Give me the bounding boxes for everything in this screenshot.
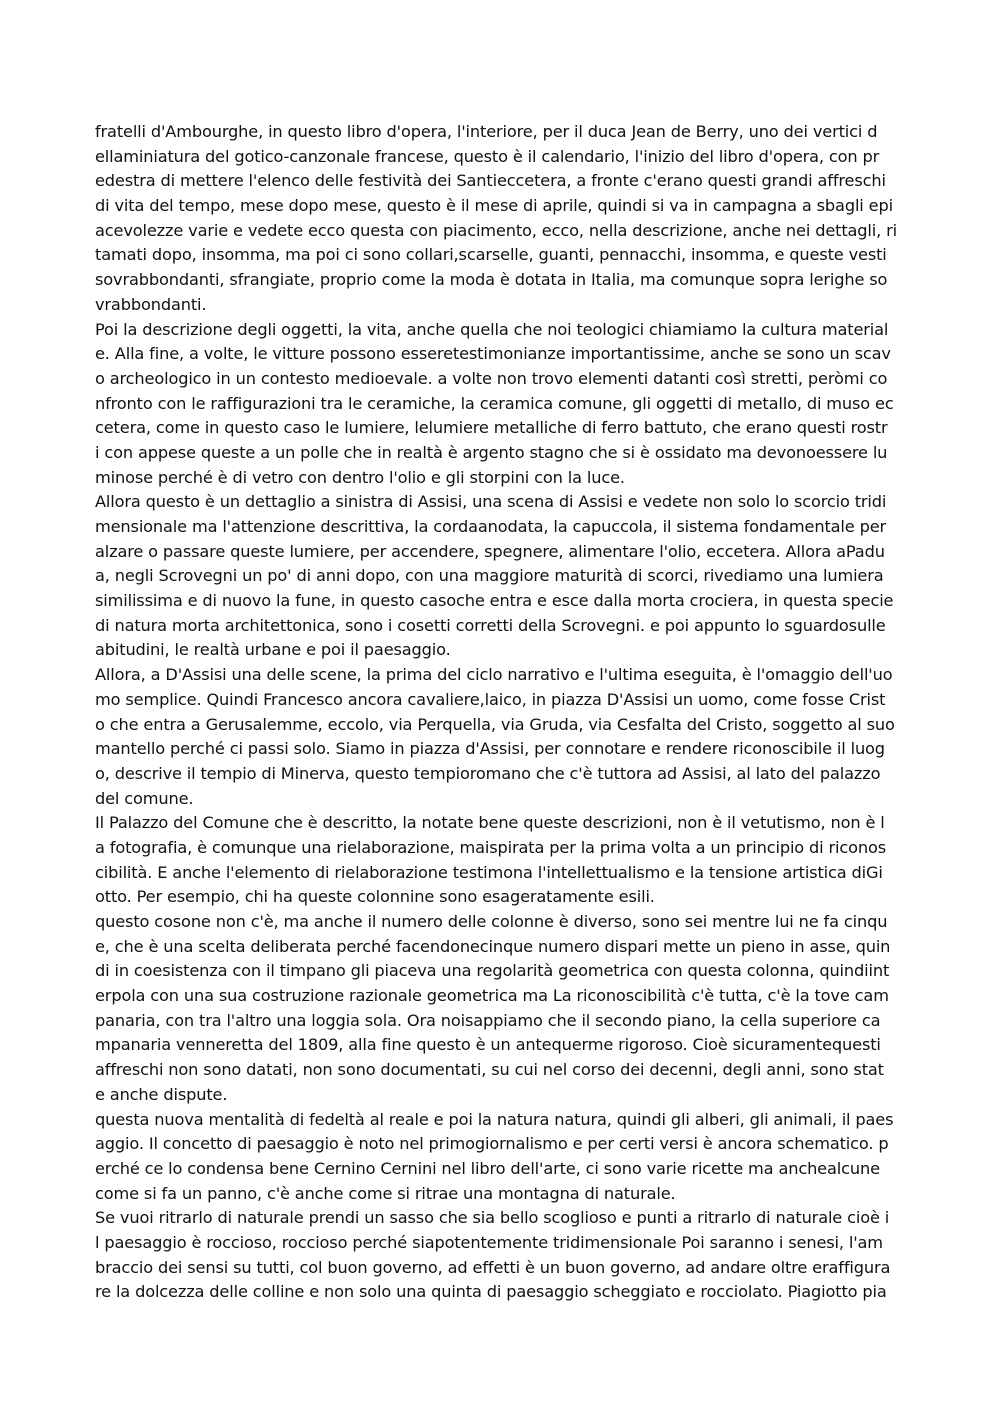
paragraph-8 [95,1206,910,1305]
text-line: tamati dopo, insomma, ma poi ci sono collari,scarselle, guanti, pennacchi, insomma, e queste vesti [95,245,887,265]
text-line: e, che è una scelta deliberata perché facendonecinque numero dispari mette un pieno in asse, quin [95,936,891,956]
text-line: questo cosone non c'è, ma anche il numero delle colonne è diverso, sono sei mentre lui ne fa cinqu [95,912,888,931]
paragraph-7 [95,1108,910,1207]
text-line: Il Palazzo del Comune che è descritto, la notate bene queste descrizioni, non è il vetutismo, non è l [95,813,885,833]
text-line: cibilità. E anche l'elemento di rielaborazione testimona l'intellettualismo e la tensione artistica diGi [95,862,883,882]
text-line: affreschi non sono datati, non sono documentati, su cui nel corso dei decenni, degli anni, sono stat [95,1060,884,1080]
text-line: a fotografia, è comunque una rielaborazione, maispirata per la prima volta a un principio di riconos [95,837,887,857]
text-line: re la dolcezza delle colline e non solo una quinta di paesaggio scheggiato e rocciolato. Piagiotto pia [95,1282,887,1302]
paragraph-2 [95,318,910,491]
text-line: acevolezze varie e vedete ecco questa con piacimento, ecco, nella descrizione, anche nei dettagli, ri [95,220,897,240]
text-line: l paesaggio è roccioso, roccioso perché siapotentemente tridimensionale Poi saranno i senesi, l'am [95,1232,883,1252]
text-line: panaria, con tra l'altro una loggia sola. Ora noisappiamo che il secondo piano, la cella superiore ca [95,1010,881,1030]
text-line: come si fa un panno, c'è anche come si ritrae una montagna di naturale. [95,1183,676,1203]
text-line: erché ce lo condensa bene Cernino Cernini nel libro dell'arte, ci sono varie ricette ma anchealcune [95,1158,880,1178]
text-line: Se vuoi ritrarlo di naturale prendi un sasso che sia bello scoglioso e punti a ritrarlo di naturale cioè i [95,1208,890,1228]
paragraph-4 [95,663,910,811]
document-body [95,120,910,1305]
text-line: abitudini, le realtà urbane e poi il paesaggio. [95,640,451,660]
text-line: alzare o passare queste lumiere, per accendere, spegnere, alimentare l'olio, eccetera. Allora aPadu [95,541,885,561]
text-line: cetera, come in questo caso le lumiere, lelumiere metalliche di ferro battuto, che erano questi rostr [95,418,888,438]
text-line: questa nuova mentalità di fedeltà al reale e poi la natura natura, quindi gli alberi, gli animali, il paes [95,1109,894,1129]
text-line: Allora questo è un dettaglio a sinistra di Assisi, una scena di Assisi e vedete non solo lo scorcio tridi [95,492,887,512]
paragraph-6 [95,910,910,1108]
paragraph-1 [95,120,910,318]
text-line: del comune. [95,788,194,808]
text-line: di natura morta architettonica, sono i cosetti corretti della Scrovegni. e poi appunto lo sguardosulle [95,615,886,635]
text-line: fratelli d'Ambourghe, in questo libro d'opera, l'interiore, per il duca Jean de Berry, uno dei vertici d [95,122,878,141]
text-line: similissima e di nuovo la fune, in questo casoche entra e esce dalla morta crociera, in questa specie [95,591,894,611]
text-line: e anche dispute. [95,1084,228,1104]
text-line: Poi la descrizione degli oggetti, la vita, anche quella che noi teologici chiamiamo la cultura material [95,319,889,339]
paragraph-3 [95,490,910,663]
paragraph-5 [95,811,910,910]
text-line: di vita del tempo, mese dopo mese, questo è il mese di aprile, quindi si va in campagna a sbagli epi [95,196,893,216]
text-line: o archeologico in un contesto medioevale. a volte non trovo elementi datanti così stretti, peròmi co [95,368,888,388]
text-line: vrabbondanti. [95,294,207,314]
text-line: braccio dei sensi su tutti, col buon governo, ad effetti è un buon governo, ad andare oltre eraffigura [95,1257,891,1277]
text-line: Allora, a D'Assisi una delle scene, la prima del ciclo narrativo e l'ultima eseguita, è l'omaggio dell'uo [95,665,893,685]
text-line: mensionale ma l'attenzione descrittiva, la cordaanodata, la capuccola, il sistema fondamentale per [95,517,887,536]
text-line: nfronto con le raffigurazioni tra le ceramiche, la ceramica comune, gli oggetti di metallo, di muso ec [95,393,894,413]
text-line: o che entra a Gerusalemme, eccolo, via Perquella, via Gruda, via Cesfalta del Cristo, soggetto al suo [95,714,895,734]
text-line: sovrabbondanti, sfrangiate, proprio come la moda è dotata in Italia, ma comunque sopra lerighe so [95,270,888,290]
text-line: mantello perché ci passi solo. Siamo in piazza d'Assisi, per connotare e rendere riconoscibile il luog [95,739,885,759]
text-line: edestra di mettere l'elenco delle festività dei Santieccetera, a fronte c'erano questi grandi affreschi [95,171,886,191]
text-line: e. Alla fine, a volte, le vitture possono esseretestimonianze importantissime, anche se sono un scav [95,344,891,364]
text-line: otto. Per esempio, chi ha queste colonnine sono esageratamente esili. [95,887,655,907]
text-line: a, negli Scrovegni un po' di anni dopo, con una maggiore maturità di scorci, rivediamo una lumiera [95,566,884,586]
text-line: di in coesistenza con il timpano gli piaceva una regolarità geometrica con questa colonna, quindiint [95,961,890,981]
text-line: erpola con una sua costruzione razionale geometrica ma La riconoscibilità c'è tutta, c'è la tove cam [95,986,889,1006]
text-line: ellaminiatura del gotico-canzonale francese, questo è il calendario, l'inizio del libro d'opera, con pr [95,146,880,166]
text-line: aggio. Il concetto di paesaggio è noto nel primogiornalismo e per certi versi è ancora schematico. p [95,1134,889,1154]
text-line: minose perché è di vetro con dentro l'olio e gli storpini con la luce. [95,467,625,487]
text-line: o, descrive il tempio di Minerva, questo tempioromano che c'è tuttora ad Assisi, al lato del palazzo [95,763,881,783]
text-line: mpanaria vennerettа del 1809, alla fine questo è un antequerme rigoroso. Cioè sicuramentequesti [95,1035,881,1055]
text-line: i con appese queste a un polle che in realtà è argento stagno che si è ossidato ma devonoessere lu [95,442,888,462]
text-line: mo semplice. Quindi Francesco ancora cavaliere,laico, in piazza D'Assisi un uomo, come fosse Crist [95,689,886,709]
